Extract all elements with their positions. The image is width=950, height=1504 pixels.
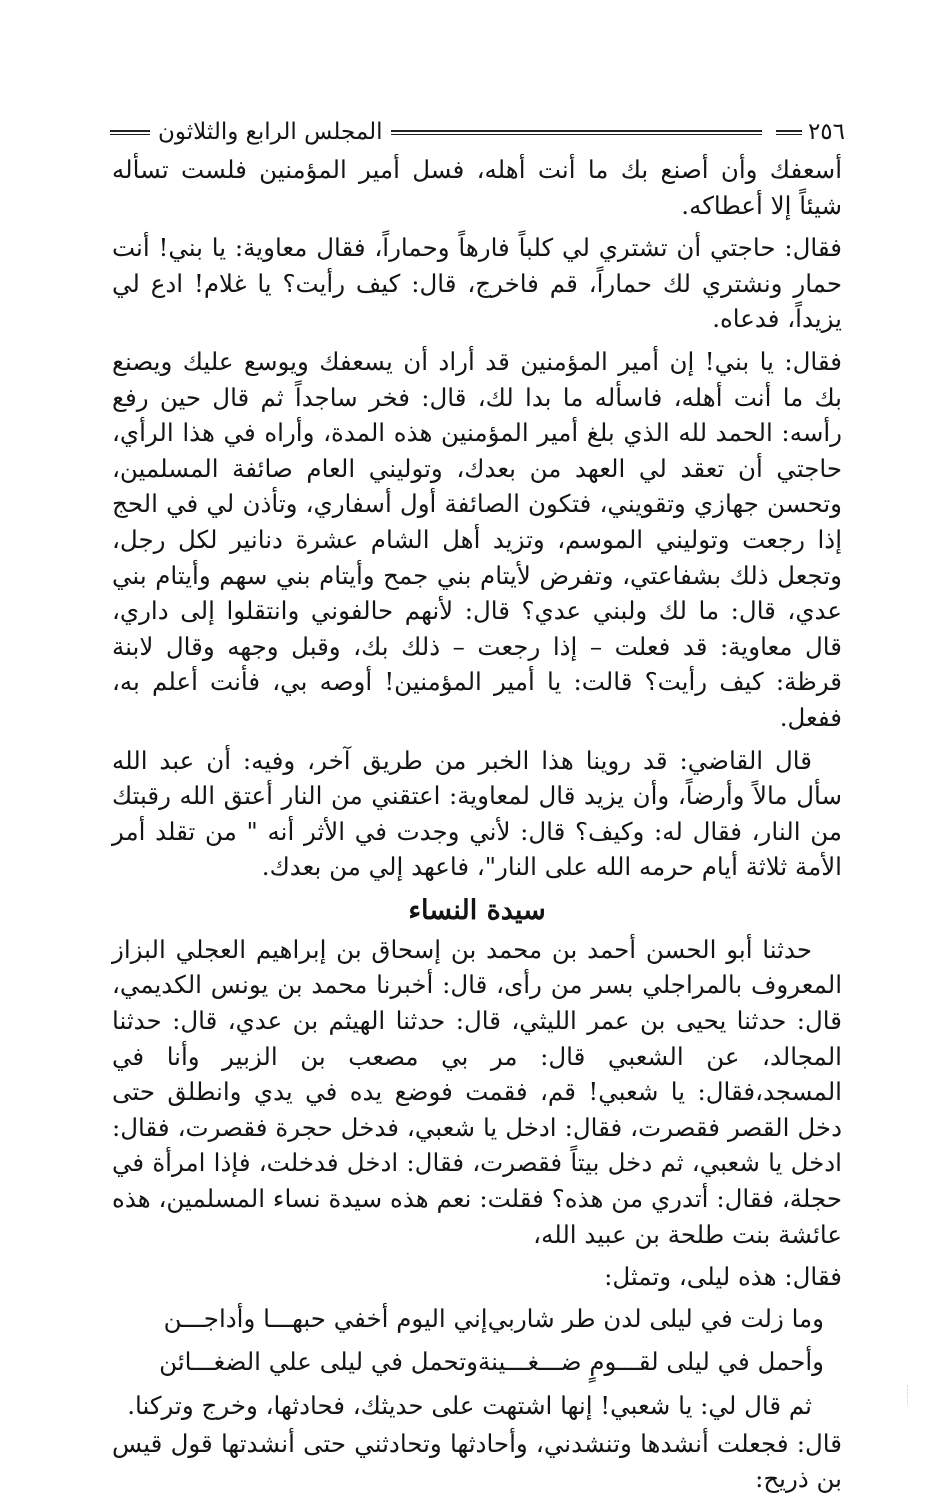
verse-second-hemistich: إني اليوم أخفي حبهـــا وأداجـــن bbox=[163, 1303, 488, 1333]
page-edge-mark bbox=[903, 1385, 908, 1405]
header-rule-middle bbox=[391, 130, 762, 135]
paragraph-final: قال: فجعلت أنشدها وتنشدني، وأحادثها وتحادثني حتى أنشدتها قول قيس بن ذريح: bbox=[112, 1428, 842, 1494]
paragraph-request-1: فقال: حاجتي أن تشتري لي كلباً فارهاً وحماراً، فقال معاوية: يا بني! أنت حمار ونشتري لك حماراً، قم فاخرج، قال: كيف رأيت؟ يا غلام! ادع لي يزيداً، فدعاه. bbox=[112, 233, 842, 334]
verse-second-hemistich: وتحمل في ليلى علي الضغـــائن bbox=[159, 1347, 478, 1377]
header-rule-left bbox=[110, 130, 150, 135]
verse-first-hemistich: وأحمل في ليلى لقـــومٍ ضـــغـــينة bbox=[477, 1347, 824, 1377]
poem-verse bbox=[112, 1301, 842, 1337]
poem-verse bbox=[112, 1344, 842, 1380]
paragraph-qadi-note: قال القاضي: قد روينا هذا الخبر من طريق آخر، وفيه: أن عبد الله سأل مالاً وأرضاً، وأن يزيد قال لمعاوية: اعتقني من النار أعتق الله رقبتك من النار، فقال له: وكيف؟ قال: لأني وجدت في الأثر أنه " من تقلد أمر الأمة ثلاثة أيام حرمه الله على النار"، فاعهد إلي من بعدك. bbox=[112, 745, 842, 882]
paragraph-verse-intro: فقال: هذه ليلى، وتمثل: bbox=[604, 1262, 842, 1292]
paragraph-continuation: أسعفك وأن أصنع بك ما أنت أهله، فسل أمير المؤمنين فلست تسأله شيئاً إلا أعطاكه. bbox=[112, 155, 842, 220]
paragraph-isnad: حدثنا أبو الحسن أحمد بن محمد بن إسحاق بن إبراهيم العجلي البزاز المعروف بالمراجلي بسر من رأى، قال: أخبرنا محمد بن يونس الكديمي، قال: حدثنا يحيى بن عمر الليثي، قال: حدثنا الهيثم بن عدي، قال: حدثنا المجالد، عن الشعبي قال: مر بي مصعب بن الزبير وأنا في المسجد،فقال: يا شعبي! قم، فقمت فوضع يده في يدي وانطلق حتى دخل القصر فقصرت، فقال: ادخل يا شعبي، فدخل حجرة فقصرت، فقال: ادخل يا شعبي، ثم دخل بيتاً فقصرت، فقال: ادخل فدخلت، فإذا امرأة في حجلة، فقال: أتدري من هذه؟ فقلت: نعم هذه سيدة نساء المسلمين، هذه عائشة بنت طلحة بن عبيد الله، bbox=[112, 934, 842, 1249]
running-header bbox=[110, 112, 845, 152]
paragraph-after-verse: ثم قال لي: يا شعبي! إنها اشتهت على حديثك، فحادثها، وخرج وتركنا. bbox=[127, 1391, 812, 1420]
paragraph-request-2: فقال: يا بني! إن أمير المؤمنين قد أراد أن يسعفك ويوسع عليك ويصنع بك ما أنت أهله، فاسأله ما بدا لك، قال: فخر ساجداً ثم قال حين رفع رأسه: الحمد لله الذي بلغ أمير المؤمنين هذه المدة، وأراه في هذا الرأي، حاجتي أن تعقد لي العهد من بعدك، وتوليني العام صائفة المسلمين، وتحسن جهازي وتقويني، فتكون الصائفة أول أسفاري، وتأذن لي في الحج إذا رجعت وتوليني الموسم، وتزيد أهل الشام عشرة دنانير لكل رجل، وتجعل ذلك بشفاعتي، وتفرض لأيتام بني جمح وأيتام بني سهم وأيتام بني عدي، قال: ما لك ولبني عدي؟ قال: لأنهم حالفوني وانتقلوا إلى داري، قال معاوية: قد فعلت – إذا رجعت – ذلك بك، وقبل وجهه وقال لابنة قرظة: كيف رأيت؟ قالت: يا أمير المؤمنين! أوصه بي، فأنت أعلم به، ففعل. bbox=[112, 346, 842, 732]
verse-first-hemistich: وما زلت في ليلى لدن طر شاربي bbox=[487, 1303, 824, 1333]
header-rule-right bbox=[776, 130, 802, 135]
page-number: ٢٥٦ bbox=[807, 119, 845, 145]
section-heading: سيدة النساء bbox=[408, 894, 546, 926]
chapter-title: المجلس الرابع والثلاثون bbox=[158, 119, 383, 145]
page-body bbox=[112, 152, 842, 1504]
